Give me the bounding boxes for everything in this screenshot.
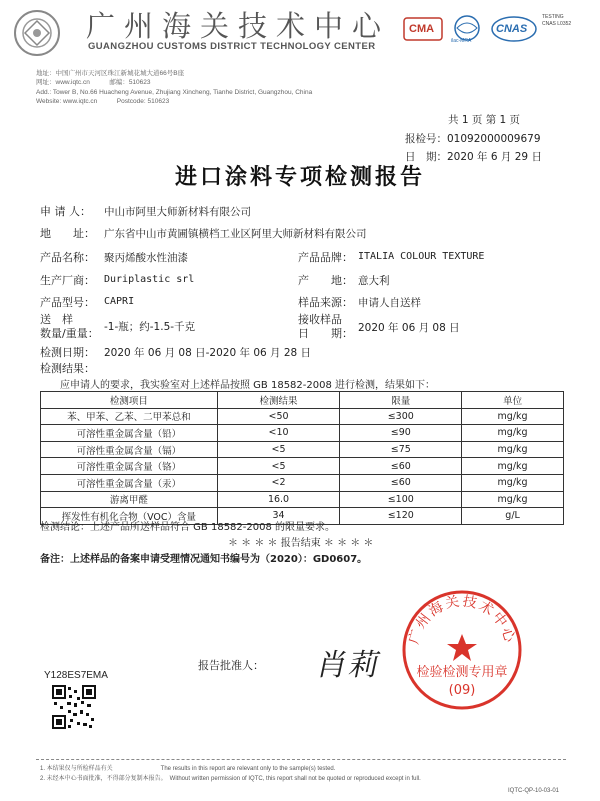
- quantity-value: -1-瓶；约-1.5-千克: [104, 321, 196, 333]
- cnas-testing-mark: [542, 14, 582, 28]
- note-text: 上述样品的备案申请受理情况通知书编号为（2020）：GD0607。: [70, 554, 368, 565]
- origin-value: 意大利: [358, 275, 390, 287]
- cma-text: CMA: [409, 23, 435, 35]
- table-header-row: [41, 392, 564, 409]
- footer-rule: [36, 759, 566, 760]
- ilac-text: ilac-MRA: [451, 38, 472, 44]
- source-value: 申请人自送样: [358, 297, 421, 309]
- table-row: [41, 474, 564, 491]
- report-title: 进口涂料专项检测报告: [174, 165, 425, 190]
- received-label-line1: 接收样品: [298, 313, 342, 326]
- cell-result: <5: [217, 458, 340, 475]
- address-label: 地 址：: [40, 227, 95, 240]
- seal-number: (09): [448, 683, 476, 698]
- table-row: [41, 491, 564, 508]
- cell-item: 可溶性重金属含量（汞）: [41, 474, 218, 491]
- applicant-value: 中山市阿里大师新材料有限公司: [104, 206, 251, 218]
- footer-line-2: 2. 未经本中心书面批准，不得部分复制本报告。 Without written permission of IQTC, this report shall not be quoted or reproduced except in full.: [40, 776, 421, 782]
- website-en: Website: www.iqtc.cn Postcode: 510623: [36, 98, 170, 105]
- report-code: Y128ES7EMA: [44, 670, 108, 681]
- cell-result: <50: [217, 408, 340, 425]
- cell-result: 16.0: [217, 491, 340, 508]
- source-label: 样品来源：: [298, 296, 353, 309]
- website-cn: 网址：www.iqtc.cn 邮编：510623: [36, 79, 151, 86]
- conclusion-label: 检测结论：: [40, 522, 90, 533]
- header-test-item: 检测项目: [41, 392, 218, 409]
- cma-cert-logo: [403, 14, 443, 44]
- conclusion-text: 上述产品所送样品符合 GB 18582-2008 的限量要求。: [90, 522, 336, 533]
- cell-unit: mg/kg: [462, 491, 564, 508]
- testing-label: TESTING: [542, 14, 564, 20]
- customs-emblem-logo: [4, 6, 70, 60]
- table-row: [41, 425, 564, 442]
- cnas-number: CNAS L0352: [542, 21, 572, 27]
- cell-item: 游离甲醛: [41, 491, 218, 508]
- report-number-value: 01092000009679: [447, 133, 541, 145]
- cnas-cert-logo: [490, 14, 538, 44]
- brand-label: 产品品牌：: [298, 251, 353, 264]
- cell-item: 可溶性重金属含量（铅）: [41, 425, 218, 442]
- applicant-label: 申 请 人：: [40, 205, 91, 218]
- table-row: [41, 408, 564, 425]
- cell-limit: ≤75: [340, 441, 462, 458]
- model-label: 产品型号：: [40, 296, 95, 309]
- quantity-label-line1: 送 样: [40, 313, 73, 326]
- page-count: 共 1 页 第 1 页: [448, 114, 521, 126]
- manufacturer-value: Duriplastic srl: [104, 274, 195, 285]
- cell-item: 挥发性有机化合物（VOC）含量: [41, 508, 218, 525]
- cell-unit: g/L: [462, 508, 564, 525]
- cell-item: 苯、甲苯、乙苯、二甲苯总和: [41, 408, 218, 425]
- report-end-mark: ＊ ＊ ＊ ＊ 报告结束 ＊ ＊ ＊ ＊: [228, 538, 374, 549]
- report-number-label: 报检号：: [405, 133, 447, 145]
- cell-limit: ≤120: [340, 508, 462, 525]
- results-label: 检测结果：: [40, 362, 95, 375]
- table-row: [41, 458, 564, 475]
- cell-limit: ≤60: [340, 458, 462, 475]
- cell-limit: ≤100: [340, 491, 462, 508]
- cell-item: 可溶性重金属含量（铬）: [41, 458, 218, 475]
- cell-item: 可溶性重金属含量（镉）: [41, 441, 218, 458]
- address-en: Add.: Tower B, No.66 Huacheng Avenue, Zhujiang Xincheng, Tianhe District, Guangzhou, China: [36, 89, 313, 96]
- received-value: 2020 年 06 月 08 日: [358, 322, 460, 334]
- approver-label: 报告批准人：: [198, 659, 264, 672]
- report-date-label: 日 期：: [405, 151, 447, 163]
- footer-line-1: 1. 本结果仅与所检样品有关 The results in this report are relevant only to the sample(s) tested.: [40, 766, 336, 772]
- origin-label: 产 地：: [298, 274, 353, 287]
- seal-inner-text: 检验检测专用章: [416, 665, 508, 680]
- note-label: 备注：: [40, 554, 70, 565]
- report-number: [405, 131, 541, 146]
- form-number: IQTC-QP-10-03-01: [508, 788, 560, 794]
- cell-limit: ≤90: [340, 425, 462, 442]
- address-cn: 地址：中国广州市天河区珠江新城花城大道66号B座: [36, 70, 185, 77]
- header-limit: 限量: [340, 392, 462, 409]
- cell-limit: ≤60: [340, 474, 462, 491]
- header-result: 检测结果: [217, 392, 340, 409]
- note: [40, 550, 367, 565]
- manufacturer-label: 生产厂商：: [40, 274, 95, 287]
- approver-signature: 肖莉: [313, 648, 385, 683]
- conclusion: [40, 518, 335, 533]
- cell-result: 34: [217, 508, 340, 525]
- cell-result: <5: [217, 441, 340, 458]
- qr-code: [52, 685, 96, 729]
- model-value: CAPRI: [104, 296, 135, 307]
- quantity-label-line2: 数量/重量：: [40, 327, 99, 340]
- test-date-value: 2020 年 06 月 08 日-2020 年 06 月 28 日: [104, 347, 312, 359]
- cell-limit: ≤300: [340, 408, 462, 425]
- received-label-line2: 日 期：: [298, 327, 353, 340]
- results-intro: 应申请人的要求，我实验室对上述样品按照 GB 18582-2008 进行检测，结果如下：: [60, 380, 436, 391]
- cell-unit: mg/kg: [462, 474, 564, 491]
- header-unit: 单位: [462, 392, 564, 409]
- results-table: [40, 391, 564, 525]
- report-date-value: 2020 年 6 月 29 日: [447, 151, 542, 163]
- center-name-cn: 广州海关技术中心: [86, 9, 391, 43]
- ilac-mra-logo: [447, 14, 487, 44]
- cell-unit: mg/kg: [462, 441, 564, 458]
- cnas-text: CNAS: [496, 23, 528, 35]
- official-seal: [400, 588, 524, 712]
- product-name-value: 聚丙烯酸水性油漆: [104, 252, 188, 264]
- address-value: 广东省中山市黄圃镇横档工业区阿里大师新材料有限公司: [104, 228, 367, 240]
- product-name-label: 产品名称：: [40, 251, 95, 264]
- cell-unit: mg/kg: [462, 458, 564, 475]
- cell-result: <10: [217, 425, 340, 442]
- test-date-label: 检测日期：: [40, 346, 95, 359]
- center-name-en: GUANGZHOU CUSTOMS DISTRICT TECHNOLOGY CENTER: [88, 41, 376, 52]
- brand-value: ITALIA COLOUR TEXTURE: [358, 251, 485, 262]
- table-row: [41, 441, 564, 458]
- cell-unit: mg/kg: [462, 425, 564, 442]
- cell-unit: mg/kg: [462, 408, 564, 425]
- seal-ring-text: 广州海关技术中心: [406, 593, 518, 647]
- cell-result: <2: [217, 474, 340, 491]
